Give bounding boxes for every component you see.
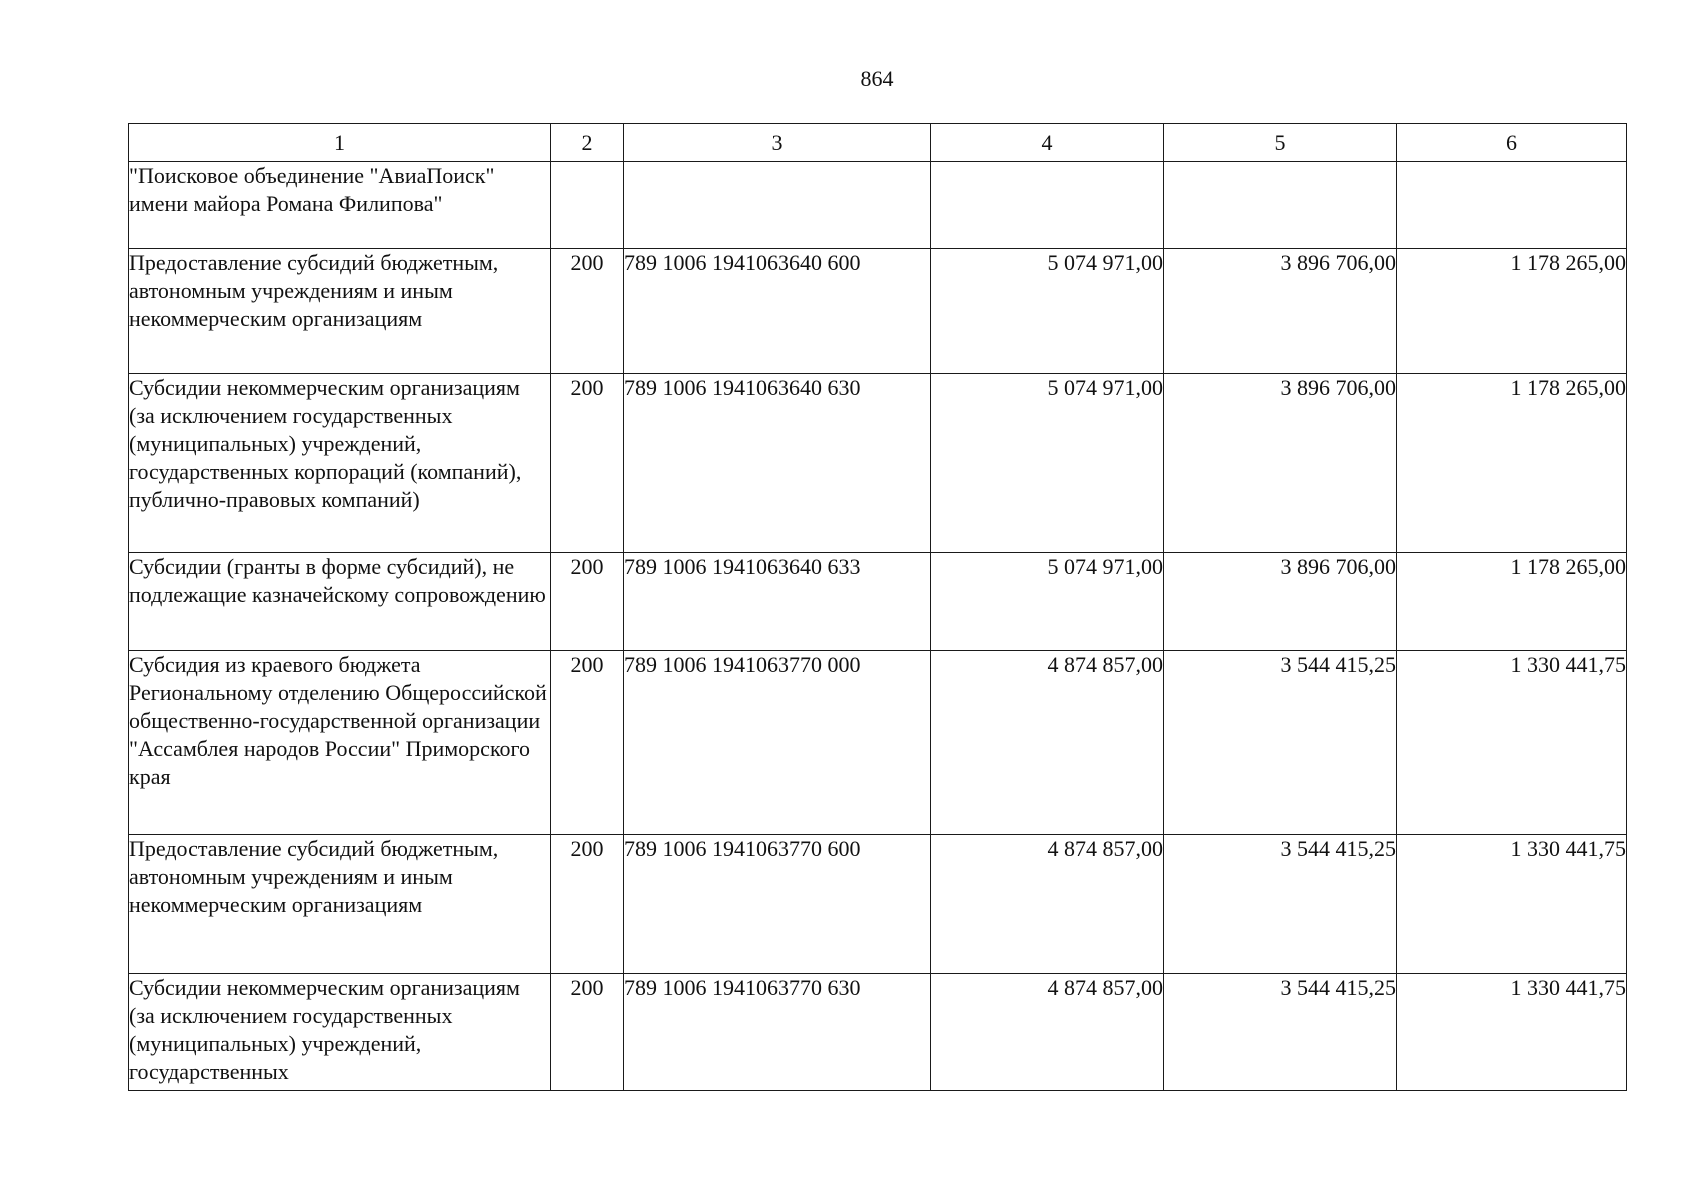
row-value-6: 1 178 265,00 — [1397, 374, 1627, 553]
row-value-5: 3 544 415,25 — [1164, 835, 1397, 974]
column-header-5: 5 — [1164, 124, 1397, 162]
page-number: 864 — [860, 66, 894, 91]
column-header-3: 3 — [624, 124, 931, 162]
row-value-6 — [1397, 162, 1627, 249]
row-code: 789 1006 1941063640 630 — [624, 374, 931, 553]
row-value-4: 5 074 971,00 — [931, 553, 1164, 651]
row-name: Субсидия из краевого бюджета Региональному отделению Общероссийской общественно-государственной организации "Ассамблея народов России" Приморского края — [129, 651, 551, 835]
row-value-4: 5 074 971,00 — [931, 249, 1164, 374]
budget-table — [128, 123, 1627, 1091]
table-row — [129, 553, 1627, 651]
header-row — [129, 124, 1627, 162]
row-value-4 — [931, 162, 1164, 249]
row-value-4: 4 874 857,00 — [931, 974, 1164, 1091]
row-value-6: 1 330 441,75 — [1397, 835, 1627, 974]
table-row — [129, 162, 1627, 249]
row-name: Субсидии (гранты в форме субсидий), не подлежащие казначейскому сопровождению — [129, 553, 551, 651]
row-name: "Поисковое объединение "АвиаПоиск" имени майора Романа Филипова" — [129, 162, 551, 249]
row-code: 789 1006 1941063640 633 — [624, 553, 931, 651]
row-value-5: 3 896 706,00 — [1164, 249, 1397, 374]
row-value-6: 1 330 441,75 — [1397, 651, 1627, 835]
row-name: Субсидии некоммерческим организациям (за исключением государственных (муниципальных) учреждений, государственных корпораций (компаний), публично-правовых компаний) — [129, 374, 551, 553]
column-header-2: 2 — [551, 124, 624, 162]
row-name: Субсидии некоммерческим организациям (за исключением государственных (муниципальных) учреждений, государственных — [129, 974, 551, 1091]
row-code: 789 1006 1941063770 000 — [624, 651, 931, 835]
table-row — [129, 974, 1627, 1091]
row-kvr: 200 — [551, 651, 624, 835]
row-value-4: 4 874 857,00 — [931, 835, 1164, 974]
row-value-6: 1 178 265,00 — [1397, 553, 1627, 651]
row-value-6: 1 330 441,75 — [1397, 974, 1627, 1091]
table-row — [129, 835, 1627, 974]
row-name: Предоставление субсидий бюджетным, автономным учреждениям и иным некоммерческим организациям — [129, 835, 551, 974]
row-kvr: 200 — [551, 835, 624, 974]
row-value-5: 3 544 415,25 — [1164, 974, 1397, 1091]
row-code — [624, 162, 931, 249]
column-header-1: 1 — [129, 124, 551, 162]
row-value-5: 3 896 706,00 — [1164, 374, 1397, 553]
row-kvr: 200 — [551, 974, 624, 1091]
row-value-4: 4 874 857,00 — [931, 651, 1164, 835]
row-value-4: 5 074 971,00 — [931, 374, 1164, 553]
row-code: 789 1006 1941063640 600 — [624, 249, 931, 374]
table-row — [129, 374, 1627, 553]
row-kvr — [551, 162, 624, 249]
row-kvr: 200 — [551, 249, 624, 374]
row-value-5: 3 896 706,00 — [1164, 553, 1397, 651]
row-value-5 — [1164, 162, 1397, 249]
row-kvr: 200 — [551, 553, 624, 651]
row-name: Предоставление субсидий бюджетным, автономным учреждениям и иным некоммерческим организациям — [129, 249, 551, 374]
row-code: 789 1006 1941063770 630 — [624, 974, 931, 1091]
table-row — [129, 651, 1627, 835]
row-code: 789 1006 1941063770 600 — [624, 835, 931, 974]
column-header-6: 6 — [1397, 124, 1627, 162]
column-header-4: 4 — [931, 124, 1164, 162]
table-row — [129, 249, 1627, 374]
row-value-5: 3 544 415,25 — [1164, 651, 1397, 835]
row-kvr: 200 — [551, 374, 624, 553]
row-value-6: 1 178 265,00 — [1397, 249, 1627, 374]
